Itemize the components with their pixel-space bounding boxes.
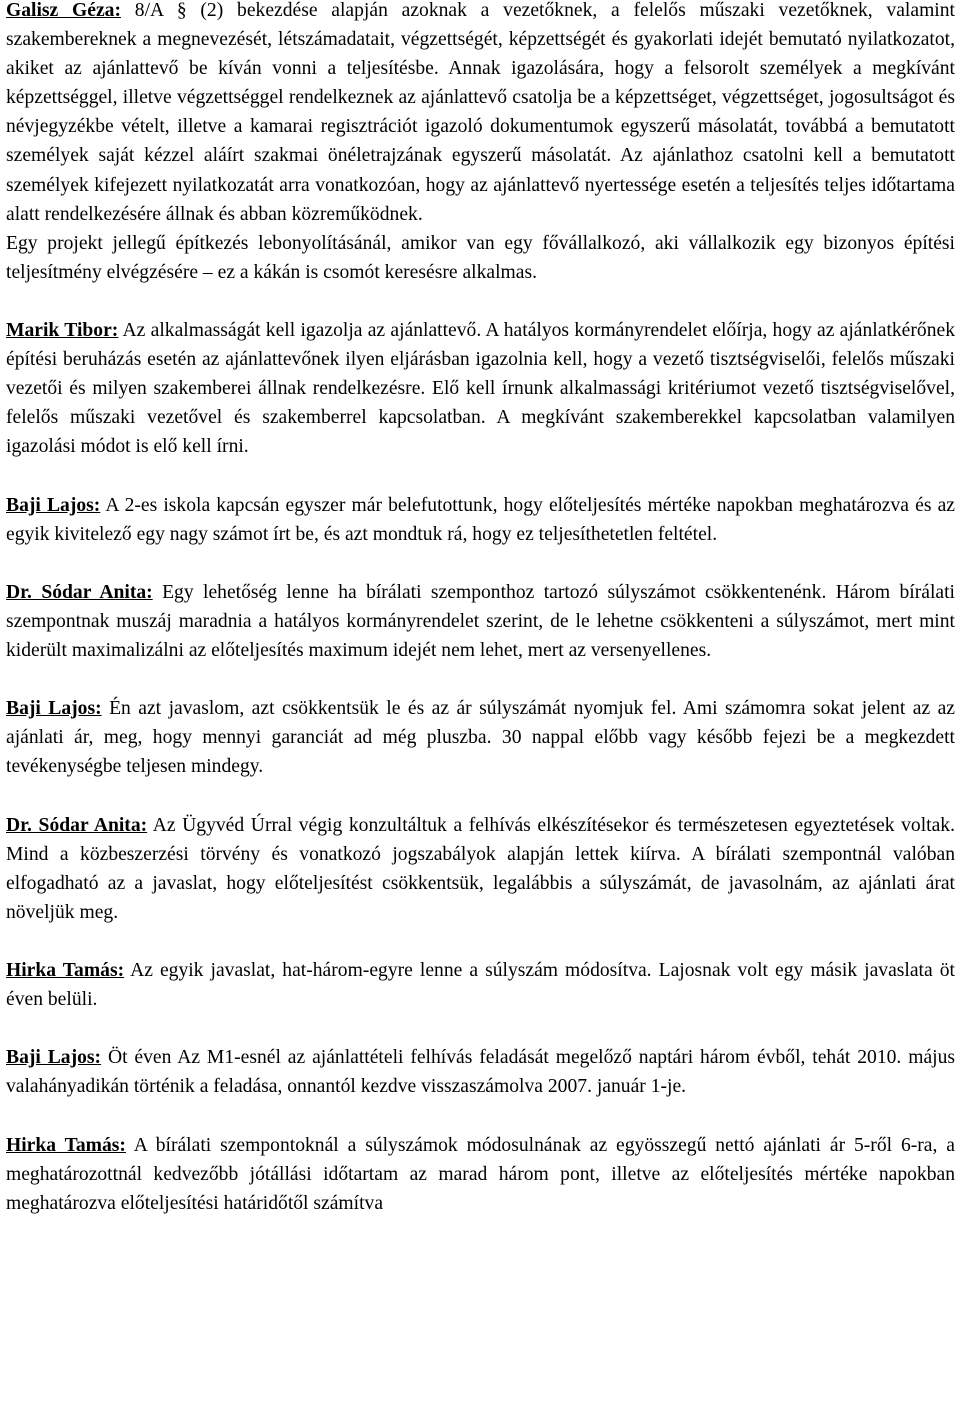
paragraph — [6, 0, 955, 229]
speaker-name: Marik Tibor: — [6, 320, 119, 342]
speaker-name: Baji Lajos: — [6, 1047, 102, 1069]
paragraph — [6, 811, 955, 927]
paragraph — [6, 491, 955, 549]
speaker-name: Dr. Sódar Anita: — [6, 581, 153, 603]
paragraph — [6, 694, 955, 781]
paragraph-text: Én azt javaslom, azt csökkentsük le és az ár súlyszámát nyomjuk fel. Ami számomra sokat jelent az az ajánlati ár, meg, hogy mennyi garanciát ad még pluszba. 30 nappal előbb vagy később fejezi be a megkezdett tevékenységbe teljesen mindegy. — [6, 698, 955, 778]
paragraph-text: Az egyik javaslat, hat-három-egyre lenne a súlyszám módosítva. Lajosnak volt egy másik javaslata öt éven belüli. — [6, 960, 955, 1011]
paragraph-text: Öt éven Az M1-esnél az ajánlattételi felhívás feladását megelőző naptári három évből, tehát 2010. május valahányadikán történik a feladása, onnantól kezdve visszaszámolva 2007. január 1-je. — [6, 1047, 956, 1098]
speaker-name: Dr. Sódar Anita: — [6, 814, 148, 836]
speaker-name: Baji Lajos: — [6, 494, 101, 516]
paragraph — [6, 1043, 955, 1101]
paragraph — [6, 956, 955, 1014]
speaker-name: Hirka Tamás: — [6, 1134, 126, 1156]
paragraph-text: Egy lehetőség lenne ha bírálati szemponthoz tartozó súlyszámot csökkentenénk. Három bírálati szempontnak muszáj maradnia a hatályos kormányrendelet szerint, de le lehetne csökkenteni a súlyszámot, mert mint kiderült maximalizálni az előteljesítés maximum idejét nem lehet, mert az versenyellenes. — [6, 581, 955, 662]
paragraph — [6, 1131, 955, 1218]
paragraph-text: A bírálati szempontoknál a súlyszámok módosulnának az egyösszegű nettó ajánlati ár 5-ről 6-ra, a meghatározottnál kedvezőbb jótállási időtartam az marad három pont, illetve az előteljesítés mértéke napokban meghatározva előteljesítési határidőtől számítva — [6, 1134, 955, 1214]
speaker-name: Hirka Tamás: — [6, 960, 125, 982]
paragraph — [6, 229, 955, 287]
speaker-name: Galisz Géza: — [6, 0, 121, 21]
document-body — [6, 0, 955, 1218]
paragraph — [6, 578, 955, 665]
paragraph-text: Az Ügyvéd Úrral végig konzultáltuk a felhívás elkészítésekor és természetesen egyeztetések voltak. Mind a közbeszerzési törvény és vonatkozó jogszabályok alapján lettek kiírva. A bírálati szempontnál valóban elfogadható az a javaslat, hogy előteljesítést csökkentsük, legalábbis a súlyszámát, de javasolnám, az ajánlati árat növeljük meg. — [6, 814, 955, 923]
paragraph-text: Egy projekt jellegű építkezés lebonyolításánál, amikor van egy fővállalkozó, aki vállalkozik egy bizonyos építési teljesítmény elvégzésére – ez a kákán is csomót keresésre alkalmas. — [6, 232, 955, 283]
paragraph-text: A 2-es iskola kapcsán egyszer már belefutottunk, hogy előteljesítés mértéke napokban meghatározva és az egyik kivitelező egy nagy számot írt be, és azt mondtuk rá, hogy ez teljesíthetetlen feltétel. — [6, 494, 955, 545]
paragraph — [6, 316, 955, 461]
paragraph-text: 8/A § (2) bekezdése alapján azoknak a vezetőknek, a felelős műszaki vezetőknek, valamint szakembereknek a megnevezését, létszámadatait, végzettségét, képzettségét és gyakorlati idejét bemutató nyilatkozatot, akiket az ajánlattevő be kíván vonni a teljesítésbe. Annak igazolására, hogy a felsorolt személyek a megkívánt képzettséggel, illetve végzettséggel rendelkeznek az ajánlattevő csatolja be a képzettséget, végzettséget, jogosultságot és névjegyzékbe vételt, illetve a kamarai regisztrációt igazoló dokumentumok egyszerű másolatát, továbbá a bemutatott személyek saját kézzel aláírt szakmai önéletrajzának egyszerű másolatát. Az ajánlathoz csatolni kell a bemutatott személyek kifejezett nyilatkozatát arra vonatkozóan, hogy az ajánlattevő nyertessége esetén a teljesítés teljes időtartama alatt rendelkezésére állnak és abban közreműködnek. — [6, 0, 955, 225]
paragraph-text: Az alkalmasságát kell igazolja az ajánlattevő. A hatályos kormányrendelet előírja, hogy az ajánlatkérőnek építési beruházás esetén az ajánlattevőnek ilyen eljárásban igazolnia kell, hogy a vezető tisztségviselői, felelős műszaki vezetői és milyen szakemberei állnak rendelkezésre. Elő kell írnunk alkalmassági kritériumot vezető tisztségviselővel, felelős műszaki vezetővel és szakemberrel kapcsolatban. A megkívánt szakemberekkel kapcsolatban valamilyen igazolási módot is elő kell írni. — [6, 320, 955, 458]
speaker-name: Baji Lajos: — [6, 698, 102, 720]
